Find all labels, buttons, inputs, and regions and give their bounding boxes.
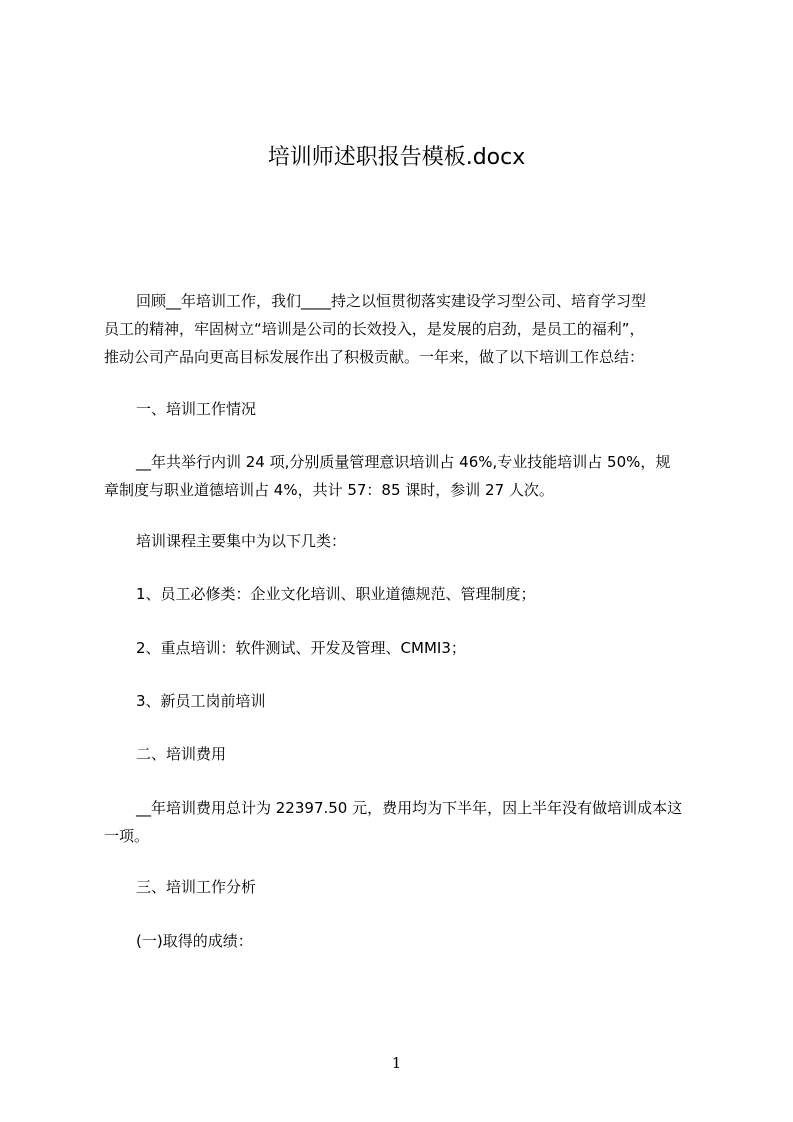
section-3-heading: 三、培训工作分析 <box>136 878 257 896</box>
document-title: 培训师述职报告模板.docx <box>267 145 526 170</box>
course-item-text: 3、新员工岗前培训 <box>136 692 266 710</box>
subsection-heading <box>104 927 708 955</box>
course-item-text: 2、重点培训：软件测试、开发及管理、CMMI3； <box>136 639 466 657</box>
subsection-heading-text: (一)取得的成绩： <box>136 932 253 950</box>
section-1-line: __年共举行内训 24 项,分别质量管理意识培训占 46%,专业技能培训占 50%，规 <box>136 453 671 471</box>
course-item-text: 1、员工必修类：企业文化培训、职业道德规范、管理制度； <box>136 585 536 603</box>
section-2-heading: 二、培训费用 <box>136 745 227 763</box>
intro-paragraph <box>104 287 708 371</box>
section-heading <box>104 395 708 423</box>
section-1-heading: 一、培训工作情况 <box>136 400 257 418</box>
section-1-paragraph <box>104 448 708 504</box>
course-item <box>104 634 708 662</box>
course-item <box>104 687 708 715</box>
section-heading <box>104 873 708 901</box>
section-heading <box>104 740 708 768</box>
course-item <box>104 580 708 608</box>
section-2-line: __年培训费用总计为 22397.50 元，费用均为下半年，因上半年没有做培训成本这 <box>136 799 683 817</box>
intro-line: 回顾__年培训工作，我们____持之以恒贯彻落实建设学习型公司、培育学习型 <box>136 292 647 310</box>
section-2-line: 一项。 <box>104 827 150 845</box>
section-2-paragraph <box>104 794 708 850</box>
intro-line: 推动公司产品向更高目标发展作出了积极贡献。一年来，做了以下培训工作总结： <box>104 348 645 366</box>
section-1-line: 章制度与职业道德培训占 4%，共计 57：85 课时，参训 27 人次。 <box>104 481 554 499</box>
courses-intro <box>104 527 708 555</box>
page-number: 1 <box>391 1054 402 1072</box>
intro-line: 员工的精神，牢固树立“培训是公司的长效投入，是发展的启劲，是员工的福利”， <box>104 320 645 338</box>
courses-intro-text: 培训课程主要集中为以下几类： <box>136 532 347 550</box>
